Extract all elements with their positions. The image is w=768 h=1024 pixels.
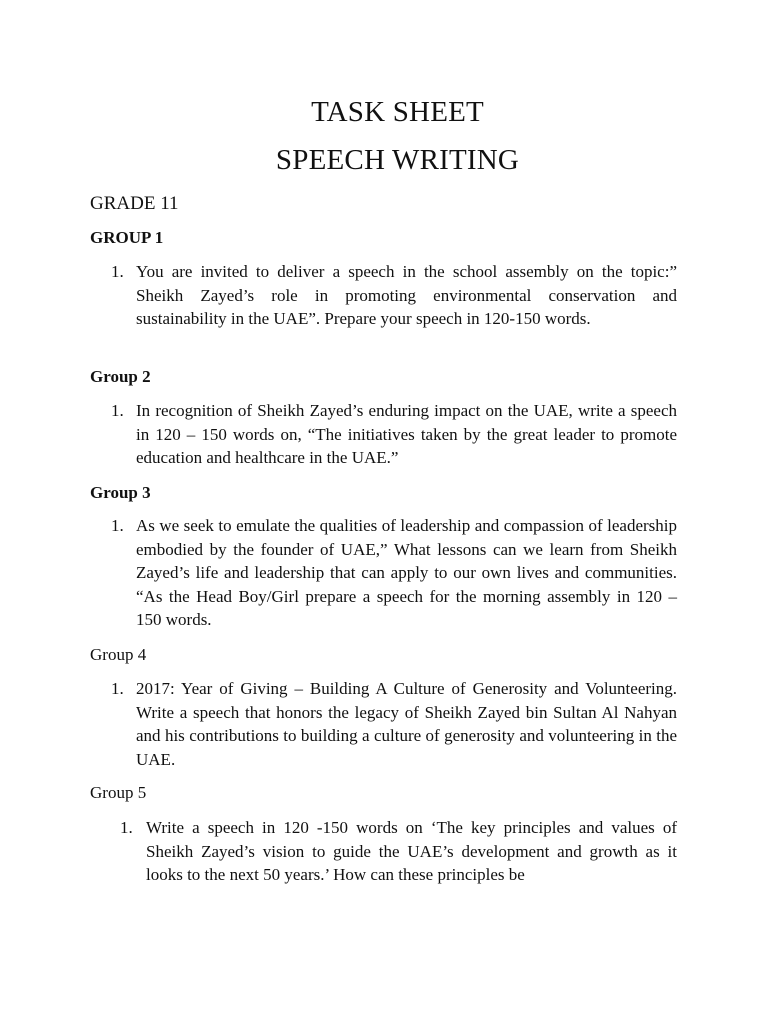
task-text: As we seek to emulate the qualities of leadership and compassion of leadership embodied by the founder of UAE,” What lessons can we learn from Sheikh Zayed’s life and leadership that can apply to our own lives and communities. “As the Head Boy/Girl prepare a speech for the morning assembly in 120 – 150 words. [136, 516, 677, 629]
task-text: You are invited to deliver a speech in the school assembly on the topic:” Sheikh Zayed’s role in promoting environmental conservation and sustainability in the UAE”. Prepare your speech in 120-150 words. [136, 262, 677, 328]
group-3-task [111, 514, 677, 632]
group-3-heading: Group 3 [90, 483, 151, 502]
group-4-heading: Group 4 [90, 645, 147, 664]
task-text: Write a speech in 120 -150 words on ‘The key principles and values of Sheikh Zayed’s vision to guide the UAE’s development and growth as it looks to the next 50 years.’ How can these principles be [146, 818, 677, 884]
group-1-task [111, 260, 677, 331]
group-5-heading: Group 5 [90, 783, 147, 802]
list-number: 1. [120, 818, 133, 837]
group-2-task [111, 399, 677, 470]
group-2-heading: Group 2 [90, 367, 151, 386]
group-5-task [111, 816, 677, 887]
task-text: 2017: Year of Giving – Building A Culture of Generosity and Volunteering. Write a speech that honors the legacy of Sheikh Zayed bin Sultan Al Nahyan and his contributions to building a culture of generosity and volunteering in the UAE. [136, 679, 677, 769]
list-number: 1. [111, 516, 124, 535]
grade-heading: GRADE 11 [90, 193, 179, 214]
list-number: 1. [111, 262, 124, 281]
list-number: 1. [111, 679, 124, 698]
page-title: TASK SHEET [311, 96, 484, 128]
list-number: 1. [111, 401, 124, 420]
page-subtitle: SPEECH WRITING [275, 144, 520, 176]
task-text: In recognition of Sheikh Zayed’s enduring impact on the UAE, write a speech in 120 – 150 words on, “The initiatives taken by the great leader to promote education and healthcare in the UAE.” [136, 401, 677, 467]
group-1-heading: GROUP 1 [90, 228, 164, 247]
group-4-task [111, 677, 677, 771]
